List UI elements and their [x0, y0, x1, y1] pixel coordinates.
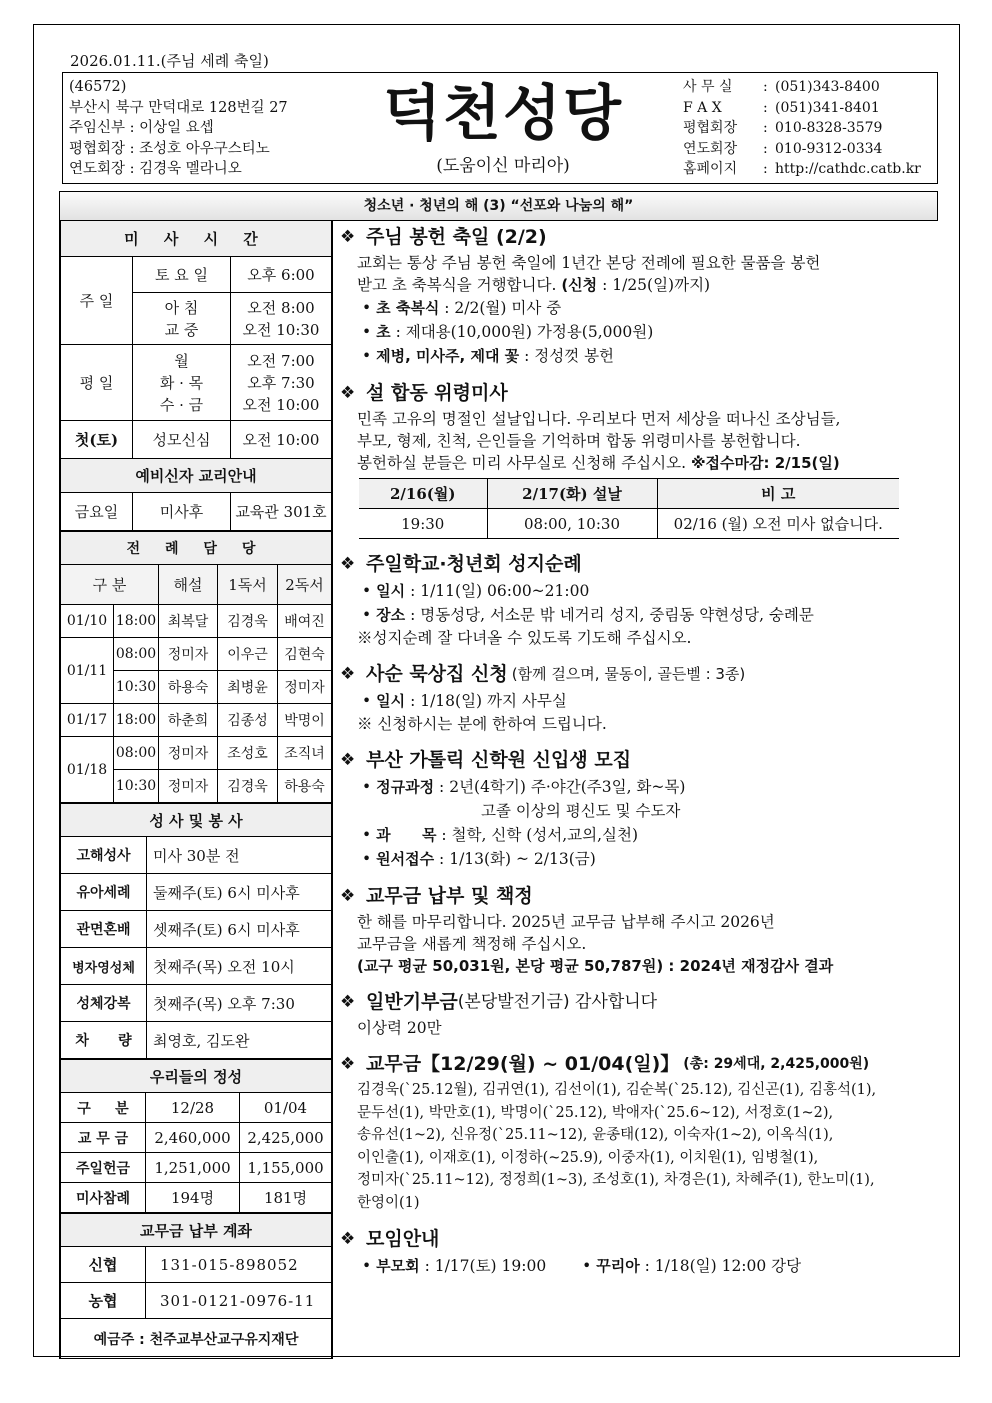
section-title	[340, 549, 935, 579]
liturgy-reading2: 하용숙	[278, 770, 332, 803]
dues-names-line: 송유선(1~2), 신유정(`25.11~12), 윤종태(12), 이숙자(1~2), 이옥식(1),	[357, 1127, 834, 1143]
pastor: 주임신부 : 이상일 요셉	[69, 120, 214, 136]
item-value: : 제대용(10,000원) 가정용(5,000원)	[390, 323, 654, 341]
section-title	[340, 745, 935, 775]
section-title	[340, 222, 935, 252]
table-row	[61, 948, 332, 985]
sacrament-value: 셋째주(토) 6시 미사후	[147, 911, 332, 948]
list-item	[340, 775, 935, 799]
monday-label: 월	[174, 351, 189, 370]
monday-time: 오전 7:00	[247, 351, 315, 370]
liturgy-reading2: 박명이	[278, 704, 332, 737]
section-title-text: 설 합동 위령미사	[366, 382, 508, 404]
liturgy-reading2: 김현숙	[278, 638, 332, 671]
colon: :	[763, 161, 768, 177]
section-subtitle: (함께 걸으며, 물동이, 골든벨 : 3종)	[511, 665, 746, 683]
contact-council	[683, 118, 921, 139]
weekday-label: 평 일	[61, 345, 133, 421]
table-row	[61, 1123, 332, 1153]
liturgy-commentary: 하용숙	[159, 671, 218, 704]
dues-names-line: 문두선(1), 박만호(1), 박명이(`25.12), 박애자(`25.6~12), 서정호(1~2),	[357, 1104, 834, 1121]
section-title	[340, 987, 935, 1017]
section-title	[340, 378, 935, 408]
item-value: : 1/17(토) 19:00	[419, 1257, 547, 1275]
weekday-mass-labels	[133, 345, 231, 421]
liturgy-time: 10:30	[114, 770, 159, 803]
list-item	[340, 847, 935, 871]
catechumen-day: 금요일	[61, 493, 133, 531]
parish-subtitle: (도움이신 마리아)	[436, 156, 570, 176]
table-row	[61, 1283, 332, 1319]
item-label: 제병, 미사주, 제대 꽃	[376, 347, 520, 365]
first-saturday-label: 첫(토)	[61, 421, 133, 459]
dues-list-section	[340, 1049, 935, 1214]
bullet-icon: •	[362, 692, 372, 710]
liturgy-time: 18:00	[114, 605, 159, 638]
item-label: 부모회	[376, 1257, 420, 1275]
offering-value: 1,251,000	[146, 1153, 240, 1183]
bullet-icon: •	[362, 826, 372, 844]
parish-address	[69, 77, 288, 180]
section-title	[340, 1049, 935, 1079]
colon: :	[763, 99, 768, 116]
contact-value: (051)343-8400	[775, 79, 880, 95]
item-label: 초 축복식	[376, 299, 440, 317]
sacraments-table	[60, 803, 332, 1059]
accounts-heading: 교무금 납부 계좌	[61, 1214, 332, 1247]
liturgy-table	[60, 531, 332, 803]
contact-fax	[683, 98, 921, 119]
postal-code: (46572)	[69, 79, 127, 95]
paragraph: 교회는 통상 주님 봉헌 축일에 1년간 본당 전례에 필요한 물품을 봉헌	[357, 254, 821, 272]
table-row	[61, 737, 332, 770]
saturday-time: 오후 6:00	[231, 257, 332, 293]
list-item	[340, 1254, 935, 1278]
bullet-icon: •	[362, 347, 372, 365]
catechumen-time: 미사후	[133, 493, 231, 531]
diamond-bullet-icon: ❖	[340, 227, 356, 247]
offerings-col-week1: 12/28	[146, 1093, 240, 1123]
item-label: 장소	[376, 606, 406, 624]
memorial-col-day2: 2/17(화) 설날	[487, 479, 657, 509]
diamond-bullet-icon: ❖	[340, 750, 356, 770]
diamond-bullet-icon: ❖	[340, 383, 356, 403]
bullet-icon: •	[362, 606, 372, 624]
item-label: 정규과정	[376, 778, 435, 796]
list-item	[340, 320, 935, 344]
item-label: 원서접수	[376, 850, 435, 868]
memorial-time2: 08:00, 10:30	[487, 509, 657, 539]
liturgy-reading1: 김경욱	[218, 605, 278, 638]
apply-value: : 1/25(일)까지)	[597, 276, 711, 294]
item-value: : 2년(4학기) 주·야간(주3일, 화~목)	[434, 778, 686, 796]
morning-label: 아 침	[164, 298, 199, 317]
offerings-col-week2: 01/04	[240, 1093, 332, 1123]
table-row	[61, 1153, 332, 1183]
table-row	[61, 1183, 332, 1213]
liturgy-commentary: 하춘희	[159, 704, 218, 737]
paragraph: 교무금을 새롭게 책정해 주십시오.	[357, 935, 587, 953]
sunday-mass-labels	[133, 293, 231, 345]
right-column	[340, 222, 935, 1288]
sacrament-value: 첫째주(목) 오전 10시	[147, 948, 332, 985]
parish-title: 덕천성당	[383, 79, 623, 149]
bullet-icon: •	[362, 1257, 372, 1275]
memorial-col-day1: 2/16(월)	[359, 479, 487, 509]
diamond-bullet-icon: ❖	[340, 992, 356, 1012]
colon: :	[763, 79, 768, 95]
bulletin-date: 2026.01.11.(주님 세례 축일)	[70, 52, 269, 70]
table-row	[61, 1247, 332, 1283]
liturgy-heading: 전 례 담 당	[61, 532, 332, 565]
list-item	[340, 579, 935, 603]
liturgy-time: 18:00	[114, 704, 159, 737]
header	[62, 72, 938, 184]
sacrament-label: 차 량	[61, 1022, 147, 1059]
section-title-text: 사순 묵상집 신청	[366, 663, 508, 685]
liturgy-reading2: 정미자	[278, 671, 332, 704]
note: ※ 신청하시는 분에 한하여 드립니다.	[357, 715, 607, 733]
offering-value: 2,460,000	[146, 1123, 240, 1153]
item-value: : 철학, 신학 (성서,교의,실천)	[436, 826, 639, 844]
section-title-text: 교무금 납부 및 책정	[366, 885, 533, 907]
deadline: ※접수마감: 2/15(일)	[690, 454, 840, 472]
tue-thu-time: 오후 7:30	[247, 373, 315, 392]
sacrament-label: 성체강복	[61, 985, 147, 1022]
liturgy-commentary: 정미자	[159, 737, 218, 770]
note: ※성지순례 잘 다녀올 수 있도록 기도해 주십시오.	[357, 629, 692, 647]
list-item	[340, 344, 935, 368]
sunday-mass-times	[231, 293, 332, 345]
dues-names-line: 이인출(1), 이재호(1), 이정하(~25.9), 이중자(1), 이치원(1), 임병철(1),	[357, 1149, 819, 1166]
sacrament-value: 최영호, 김도완	[147, 1022, 332, 1059]
offering-label: 교 무 금	[61, 1123, 146, 1153]
donation-section	[340, 987, 935, 1039]
tue-thu-label: 화 · 목	[159, 373, 204, 392]
diamond-bullet-icon: ❖	[340, 886, 356, 906]
bullet-icon: •	[362, 778, 372, 796]
homepage-link[interactable]: http://cathdc.catb.kr	[775, 161, 921, 177]
table-row	[61, 638, 332, 671]
list-item	[340, 296, 935, 320]
liturgy-reading1: 최병윤	[218, 671, 278, 704]
item-value: : 1/18(일) 12:00 강당	[639, 1257, 802, 1275]
bank-name: 신협	[61, 1247, 146, 1283]
liturgy-date: 01/17	[61, 704, 114, 737]
paragraph: 한 해를 마무리합니다. 2025년 교무금 납부해 주시고 2026년	[357, 913, 775, 931]
item-label: 일시	[376, 692, 406, 710]
liturgy-reading2: 배여진	[278, 605, 332, 638]
sacrament-value: 미사 30분 전	[147, 837, 332, 874]
offering-label: 미사참례	[61, 1183, 146, 1213]
liturgy-col-reading1: 1독서	[218, 565, 278, 605]
school-time: 오전 10:30	[242, 320, 320, 339]
table-row	[61, 837, 332, 874]
dues-section	[340, 881, 935, 977]
contact-list	[683, 77, 921, 180]
theology-school-section	[340, 745, 935, 871]
liturgy-commentary: 정미자	[159, 770, 218, 803]
table-row	[61, 1022, 332, 1059]
diamond-bullet-icon: ❖	[340, 1054, 356, 1074]
contact-label: 연도회장	[683, 140, 738, 157]
bullet-icon: •	[362, 299, 372, 317]
sacrament-label: 유아세례	[61, 874, 147, 911]
list-item	[340, 603, 935, 627]
table-row	[61, 704, 332, 737]
sunday-label: 주 일	[61, 257, 133, 345]
catechumen-place: 교육관 301호	[231, 493, 332, 531]
liturgy-time: 08:00	[114, 737, 159, 770]
section-title-text: 모임안내	[366, 1228, 440, 1250]
section-title-text: 주일학교·청년회 성지순례	[366, 553, 582, 575]
accounts-table	[60, 1213, 332, 1359]
bullet-icon: •	[582, 1257, 592, 1275]
item-label: 초	[376, 323, 391, 341]
colon: :	[763, 140, 768, 157]
saturday-label: 토 요 일	[133, 257, 231, 293]
table-row	[359, 509, 899, 539]
liturgy-reading1: 조성호	[218, 737, 278, 770]
wed-fri-label: 수 · 금	[159, 395, 204, 414]
liturgy-col-reading2: 2독서	[278, 565, 332, 605]
memorial-president: 연도회장 : 김경욱 멜라니오	[69, 161, 242, 177]
liturgy-date: 01/11	[61, 638, 114, 704]
apply-label: (신청	[561, 276, 598, 294]
colon: :	[763, 120, 768, 136]
liturgy-date: 01/10	[61, 605, 114, 638]
section-title-text: 교무금【12/29(월) ~ 01/04(일)】	[366, 1053, 680, 1075]
paragraph	[340, 452, 935, 474]
liturgy-date: 01/18	[61, 737, 114, 803]
section-title-suffix: (본당발전기금) 감사합니다	[457, 992, 658, 1012]
paragraph	[340, 274, 935, 296]
list-item	[340, 689, 935, 713]
offerings-heading: 우리들의 정성	[61, 1060, 332, 1093]
item-value-continuation: 고졸 이상의 평신도 및 수도자	[481, 802, 681, 820]
contact-memorial	[683, 139, 921, 160]
lent-book-section	[340, 659, 935, 735]
sacrament-value: 첫째주(목) 오후 7:30	[147, 985, 332, 1022]
paragraph: 민족 고유의 명절인 설날입니다. 우리보다 먼저 세상을 떠나신 조상님들,	[357, 410, 841, 428]
table-row	[61, 874, 332, 911]
offering-value: 1,155,000	[240, 1153, 332, 1183]
catechumen-heading: 예비신자 교리안내	[61, 459, 332, 493]
contact-value: (051)341-8401	[775, 99, 880, 116]
liturgy-col-commentary: 해설	[159, 565, 218, 605]
left-column	[59, 220, 333, 1359]
item-value: : 정성껏 봉헌	[519, 347, 615, 365]
street-address: 부산시 북구 만덕대로 128번길 27	[69, 99, 288, 116]
offerings-table	[60, 1059, 332, 1213]
liturgy-reading1: 김종성	[218, 704, 278, 737]
item-value: : 명동성당, 서소문 밖 네거리 성지, 중림동 약현성당, 숭례문	[405, 606, 814, 624]
audit-result: (교구 평균 50,031원, 본당 평균 50,787원) : 2024년 재정감사 결과	[357, 957, 834, 975]
sacrament-label: 병자영성체	[61, 948, 147, 985]
first-saturday-time: 오전 10:00	[231, 421, 332, 459]
liturgy-col-division: 구 분	[61, 565, 159, 605]
liturgy-time: 10:30	[114, 671, 159, 704]
meetings-section	[340, 1224, 935, 1278]
section-title	[340, 1224, 935, 1254]
council-president: 평협회장 : 조성호 아우구스티노	[69, 140, 270, 157]
contact-label: 평협회장	[683, 120, 738, 136]
pilgrimage-section	[340, 549, 935, 649]
mass-times-heading: 미 사 시 간	[61, 221, 332, 257]
memorial-mass-section	[340, 378, 935, 539]
contact-homepage	[683, 159, 921, 180]
first-saturday-desc: 성모신심	[133, 421, 231, 459]
dues-names-line: 한영이(1)	[357, 1194, 420, 1211]
sacraments-heading: 성 사 및 봉 사	[61, 804, 332, 837]
memorial-note: 02/16 (월) 오전 미사 없습니다.	[657, 509, 899, 539]
item-value: : 2/2(월) 미사 중	[439, 299, 562, 317]
liturgy-reading1: 이우근	[218, 638, 278, 671]
sacrament-label: 관면혼배	[61, 911, 147, 948]
liturgy-commentary: 정미자	[159, 638, 218, 671]
offering-value: 181명	[240, 1183, 332, 1213]
item-label: 일시	[376, 582, 406, 600]
table-row	[61, 1093, 332, 1123]
liturgy-time: 08:00	[114, 638, 159, 671]
liturgy-reading1: 김경욱	[218, 770, 278, 803]
morning-time: 오전 8:00	[247, 298, 315, 317]
dues-names-line: 김경욱(`25.12월), 김귀연(1), 김선이(1), 김순복(`25.12), 김신곤(1), 김홍석(1),	[357, 1082, 877, 1098]
section-title-text: 부산 가톨릭 신학원 신입생 모집	[366, 749, 632, 771]
sacrament-value: 둘째주(토) 6시 미사후	[147, 874, 332, 911]
donor: 이상력 20만	[357, 1019, 442, 1037]
liturgy-reading2: 조직녀	[278, 737, 332, 770]
presentation-section	[340, 222, 935, 368]
dues-summary: (총: 29세대, 2,425,000원)	[683, 1056, 870, 1072]
bullet-icon: •	[362, 323, 372, 341]
offering-value: 194명	[146, 1183, 240, 1213]
item-value: : 1/18(일) 까지 사무실	[405, 692, 567, 710]
item-value: : 1/11(일) 06:00~21:00	[405, 582, 590, 600]
diamond-bullet-icon: ❖	[340, 1229, 356, 1249]
section-title	[340, 881, 935, 911]
paragraph-text: 받고 초 축복식을 거행합니다.	[357, 276, 562, 294]
offerings-col-division: 구 분	[61, 1093, 146, 1123]
bullet-icon: •	[362, 850, 372, 868]
paragraph-text: 봉헌하실 분들은 미리 사무실로 신청해 주십시오.	[357, 454, 691, 472]
section-title-text: 일반기부금	[366, 991, 458, 1013]
table-row	[61, 911, 332, 948]
item-value: : 1/13(화) ~ 2/13(금)	[434, 850, 596, 868]
contact-value: 010-9312-0334	[775, 140, 883, 157]
paragraph: 부모, 형제, 친척, 은인들을 기억하며 합동 위령미사를 봉헌합니다.	[357, 432, 801, 450]
mass-times-table	[60, 220, 332, 531]
offering-label: 주일헌금	[61, 1153, 146, 1183]
contact-value: 010-8328-3579	[775, 120, 883, 136]
account-owner: 예금주 : 천주교부산교구유지재단	[61, 1319, 332, 1359]
memorial-col-note: 비 고	[657, 479, 899, 509]
section-title-text: 주님 봉헌 축일 (2/2)	[366, 226, 547, 248]
school-label: 교 중	[164, 320, 199, 339]
contact-label: 홈페이지	[683, 161, 738, 177]
sacrament-label: 고해성사	[61, 837, 147, 874]
diamond-bullet-icon: ❖	[340, 554, 356, 574]
dues-names-line: 정미자(`25.11~12), 정정희(1~3), 조성호(1), 차경은(1), 차혜주(1), 한노미(1),	[357, 1172, 875, 1188]
table-row	[61, 985, 332, 1022]
list-item	[340, 823, 935, 847]
contact-office	[683, 77, 921, 98]
memorial-time1: 19:30	[359, 509, 487, 539]
contact-label: F A X	[683, 99, 722, 116]
bullet-icon: •	[362, 582, 372, 600]
item-label: 과 목	[376, 826, 437, 844]
contact-label: 사 무 실	[683, 79, 733, 95]
account-number: 131-015-898052	[146, 1247, 332, 1283]
offering-value: 2,425,000	[240, 1123, 332, 1153]
liturgy-commentary: 최복달	[159, 605, 218, 638]
year-theme-banner: 청소년 · 청년의 해 (3) “선포와 나눔의 해”	[59, 191, 938, 221]
bank-name: 농협	[61, 1283, 146, 1319]
wed-fri-time: 오전 10:00	[242, 395, 320, 414]
table-row	[61, 605, 332, 638]
memorial-mass-table	[359, 478, 899, 539]
diamond-bullet-icon: ❖	[340, 664, 356, 684]
item-label: 꾸리아	[596, 1257, 640, 1275]
section-title	[340, 659, 935, 689]
account-number: 301-0121-0976-11	[146, 1283, 332, 1319]
weekday-mass-times	[231, 345, 332, 421]
